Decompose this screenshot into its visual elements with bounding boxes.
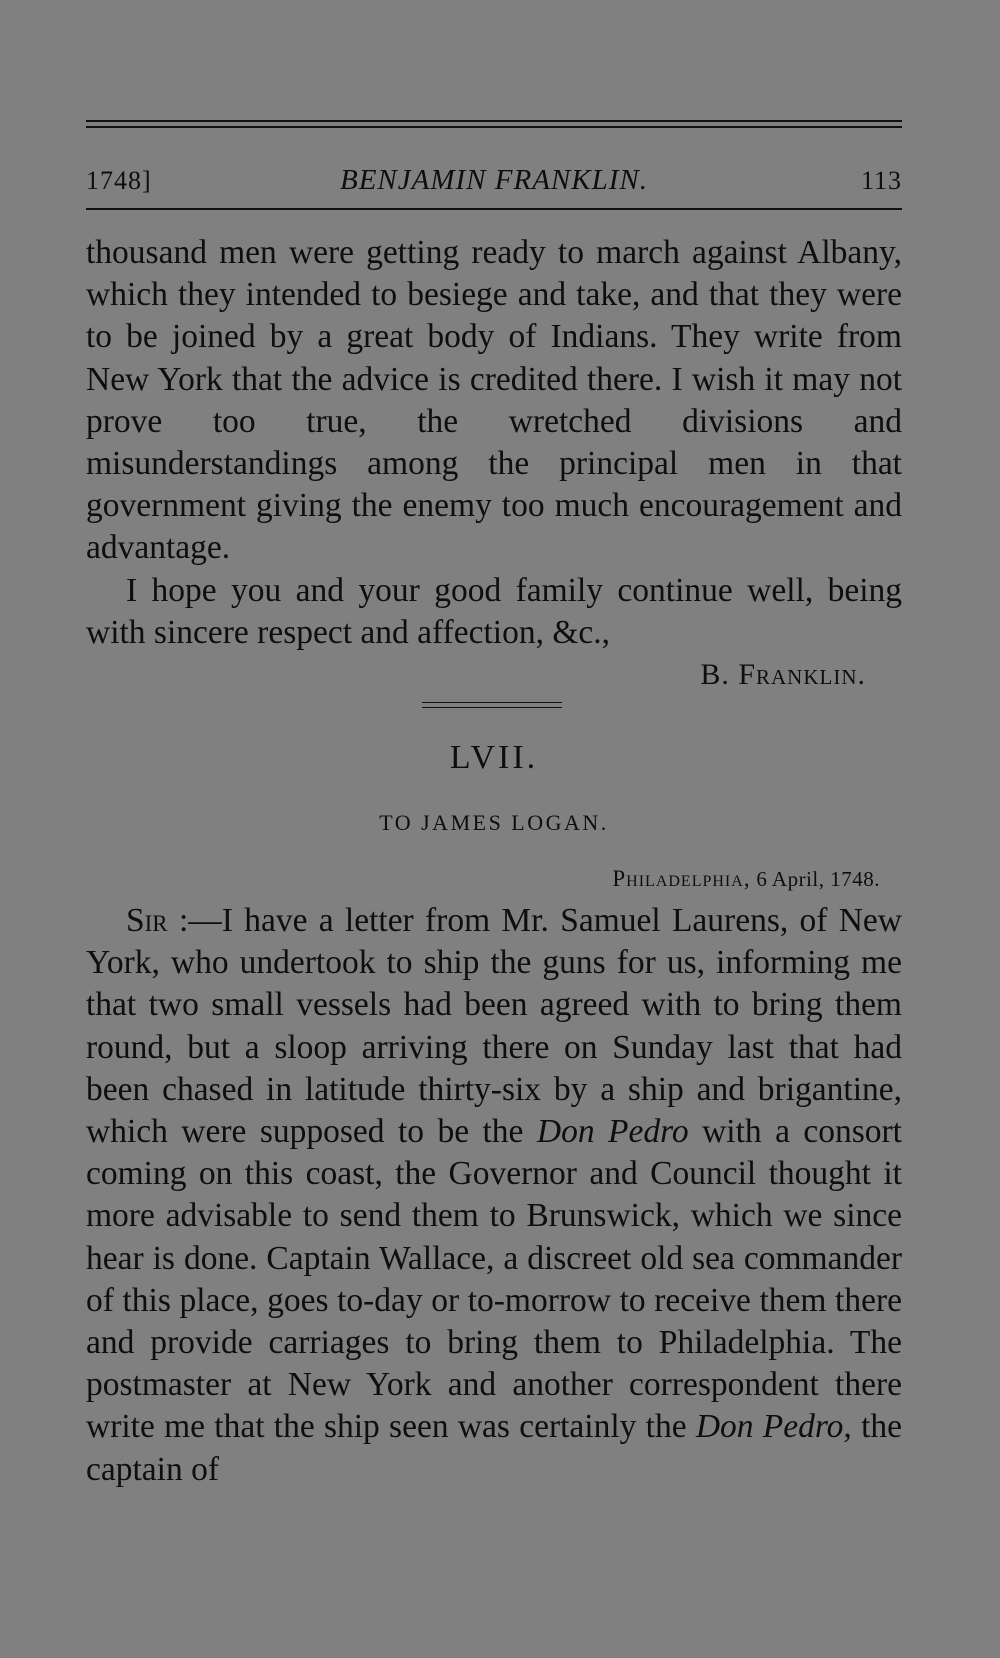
letter-body-paragraph	[86, 900, 902, 1491]
continuation-paragraph: thousand men were getting ready to march against Albany, which they intended to besiege and take, and that they were to be joined by a great body of Indians. They write from New York that the advice is credited there. I wish it may not prove too true, the wretched divisions and misunderstandings among the principal men in that government giving the enemy too much encouragement and advantage.	[86, 234, 902, 567]
signature: B. Franklin.	[700, 658, 866, 692]
letter-number: LVII.	[449, 739, 539, 777]
closing-paragraph: I hope you and your good family continue well, being with sincere respect and affection, &c.,	[86, 571, 902, 651]
section-divider	[422, 702, 562, 708]
ship-name-1: Don Pedro	[536, 1113, 689, 1151]
dateline-date: 6 April, 1748.	[750, 867, 880, 892]
letter-addressee: TO JAMES LOGAN.	[379, 810, 609, 836]
letter-text-part-1: :—I have a letter from Mr. Samuel Laurens, of New York, who undertook to ship the guns for us, informing me that two small vessels had been agreed with to bring them round, but a sloop arriving there on Sunday last that had been chased in latitude thirty-six by a ship and brigantine, which were supposed to be the	[86, 902, 902, 1151]
letter-salutation: Sir	[126, 902, 168, 940]
ship-name-2: Don Pedro,	[695, 1408, 852, 1446]
letter-text-part-3: the captain of	[86, 1408, 902, 1488]
header-bottom-rule	[86, 208, 902, 210]
running-head	[86, 128, 902, 196]
book-page	[86, 120, 902, 1491]
letter-dateline	[86, 864, 902, 894]
running-head-title: BENJAMIN FRANKLIN.	[340, 164, 648, 196]
running-head-year: 1748]	[86, 166, 152, 195]
header-top-rule	[86, 120, 902, 128]
page-number: 113	[860, 166, 902, 195]
dateline-place: Philadelphia,	[612, 866, 751, 892]
letter-text-part-2: with a consort coming on this coast, the Governor and Council thought it more advisable to send them to Brunswick, which we since hear is done. Captain Wallace, a discreet old sea commander of this place, goes to-day or to-morrow to receive them there and provide carriages to bring them to Philadelphia. The postmaster at New York and another correspondent there write me that the ship seen was certainly the	[86, 1113, 902, 1446]
